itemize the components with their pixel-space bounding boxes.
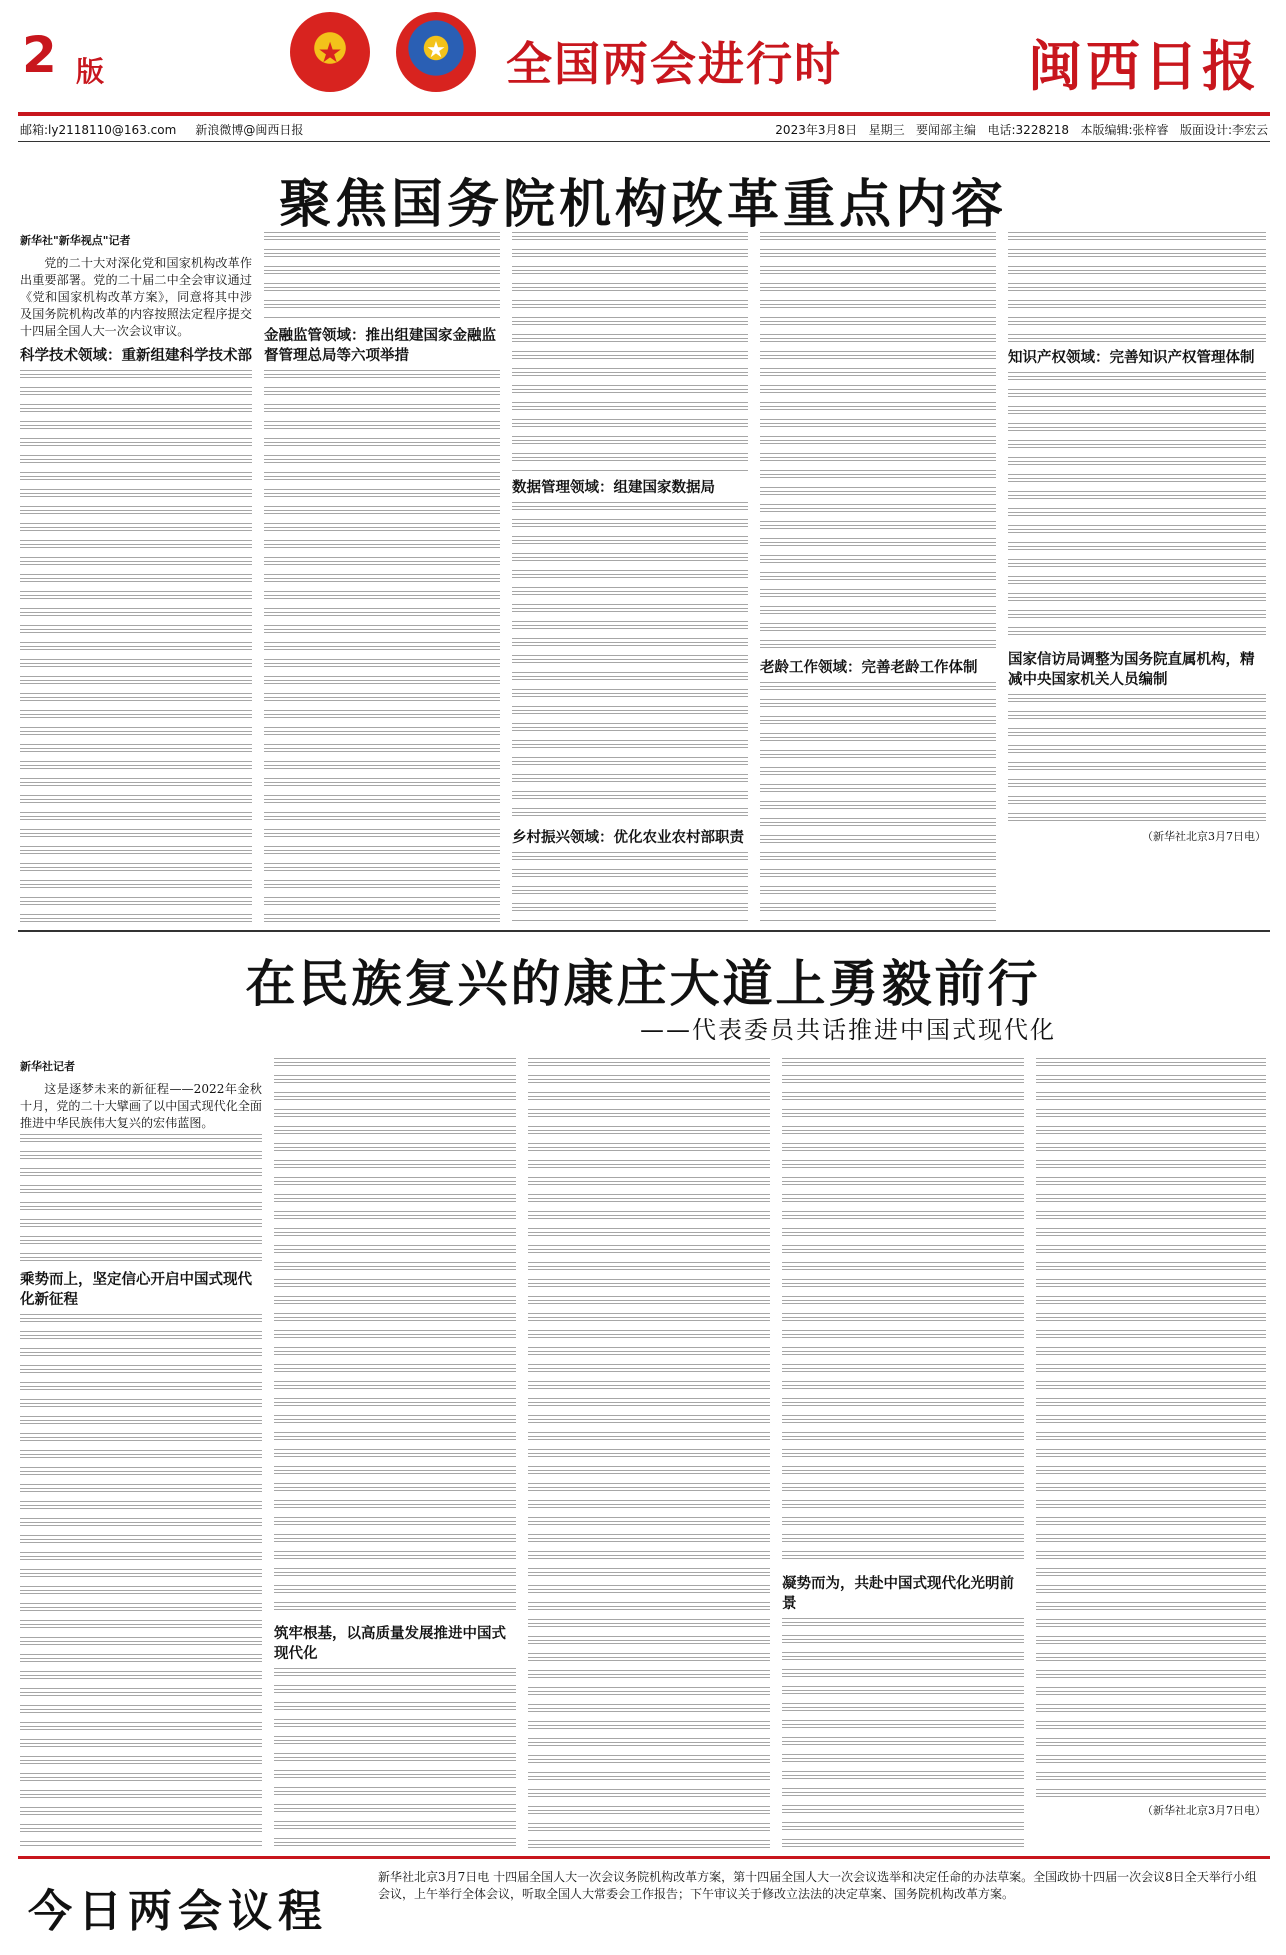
article2-col3 — [528, 1058, 770, 1848]
article1-subhead-3: 数据管理领域：组建国家数据局 — [512, 479, 715, 496]
agenda-text: 新华社北京3月7日电 十四届全国人大一次会议务院机构改革方案，第十四届全国人大一次会议选举和决定任命的办法草案。全国政协十四届一次会议8日全天举行小组会议，上午举行全体会议，听取全国人大常委会工作报告；下午审议关于修改立法法的决定草案、国务院机构改革方案。 — [378, 1870, 1257, 1901]
article2-subhead-1: 乘势而上，坚定信心开启中国式现代化新征程 — [20, 1271, 252, 1308]
article1-subhead-1: 科学技术领域：重新组建科学技术部 — [20, 347, 252, 364]
email-text: 邮箱:ly2118110@163.com — [20, 123, 177, 137]
editor-dept: 要闻部主编 — [916, 123, 977, 137]
info-rule — [18, 141, 1270, 142]
body-text-block — [1008, 694, 1266, 824]
body-text-block — [264, 232, 500, 320]
article2-subhead-2: 筑牢根基，以高质量发展推进中国式现代化 — [274, 1625, 506, 1662]
body-text-block — [512, 232, 748, 472]
article2-col5 — [1036, 1058, 1266, 1848]
national-emblem-icon: ★ — [290, 12, 370, 92]
article1-subhead-5: 老龄工作领域：完善老龄工作体制 — [760, 659, 978, 676]
body-text-block — [274, 1058, 516, 1618]
body-text-block — [1036, 1058, 1266, 1798]
body-text-block — [264, 370, 500, 922]
body-text-block — [274, 1668, 516, 1848]
article2-col1 — [20, 1058, 262, 1848]
masthead — [18, 6, 1270, 114]
article1-lead: 党的二十大对深化党和国家机构改革作出重要部署。党的二十届二中全会审议通过《党和国家机构改革方案》，同意将其中涉及国务院机构改革的内容按照法定程序提交十四届全国人大一次会议审议。 — [20, 256, 252, 338]
page-unit: 版 — [76, 55, 105, 88]
phone-text: 电话:3228218 — [987, 123, 1069, 137]
article1-subhead-7: 国家信访局调整为国务院直属机构，精减中央国家机关人员编制 — [1008, 651, 1255, 688]
body-text-block — [1008, 372, 1266, 644]
article2-lead: 这是逐梦未来的新征程——2022年金秋十月，党的二十大擘画了以中国式现代化全面推进中华民族伟大复兴的宏伟蓝图。 — [20, 1082, 262, 1130]
agenda-title: 今日两会议程 — [28, 1886, 328, 1937]
article2-subhead-3: 凝势而为，共赴中国式现代化光明前景 — [782, 1575, 1014, 1612]
article2-byline: 新华社记者 — [20, 1060, 75, 1073]
article2-col4 — [782, 1058, 1024, 1848]
body-text-block — [782, 1058, 1024, 1568]
body-text-block — [20, 1314, 262, 1848]
body-text-block — [20, 370, 252, 922]
section-title: 全国两会进行时 — [506, 37, 842, 91]
masthead-rule — [18, 112, 1270, 116]
issue-date: 2023年3月8日 — [775, 123, 858, 137]
article1-subhead-4: 乡村振兴领域：优化农业农村部职责 — [512, 829, 744, 846]
body-text-block — [1008, 232, 1266, 342]
page-number: 2 — [22, 26, 57, 84]
article1-col5 — [1008, 232, 1266, 922]
article1-col3 — [512, 232, 748, 922]
body-text-block — [782, 1618, 1024, 1848]
body-text-block — [20, 1134, 262, 1264]
body-text-block — [512, 852, 748, 922]
article2-headline: 在民族复兴的康庄大道上勇毅前行 — [245, 955, 1041, 1013]
article1-subhead-6: 知识产权领域：完善知识产权管理体制 — [1008, 349, 1255, 366]
article-divider — [18, 930, 1270, 932]
article2-col2 — [274, 1058, 516, 1848]
article1-col2 — [264, 232, 500, 922]
info-bar — [20, 118, 1268, 140]
article1-byline: 新华社"新华视点"记者 — [20, 234, 131, 247]
article2-credit: （新华社北京3月7日电） — [1142, 1804, 1266, 1817]
article1-col1 — [20, 232, 252, 922]
article2-subheadline: ——代表委员共话推进中国式现代化 — [640, 1016, 1056, 1044]
designer-text: 版面设计:李宏云 — [1179, 123, 1268, 137]
article1-credit: （新华社北京3月7日电） — [1142, 830, 1266, 843]
article1-headline: 聚焦国务院机构改革重点内容 — [278, 175, 1007, 235]
body-text-block — [528, 1058, 770, 1848]
body-text-block — [760, 682, 996, 922]
body-text-block — [512, 502, 748, 822]
article1-subhead-2: 金融监管领域：推出组建国家金融监督管理总局等六项举措 — [264, 327, 496, 364]
article1-col4 — [760, 232, 996, 922]
body-text-block — [760, 232, 996, 652]
weibo-text: 新浪微博@闽西日报 — [195, 123, 304, 137]
cppcc-emblem-icon: ★ — [396, 12, 476, 92]
editor-text: 本版编辑:张梓睿 — [1080, 123, 1169, 137]
paper-name: 闽西日报 — [1028, 34, 1260, 98]
agenda-box — [18, 1856, 1270, 1953]
weekday: 星期三 — [868, 123, 905, 137]
